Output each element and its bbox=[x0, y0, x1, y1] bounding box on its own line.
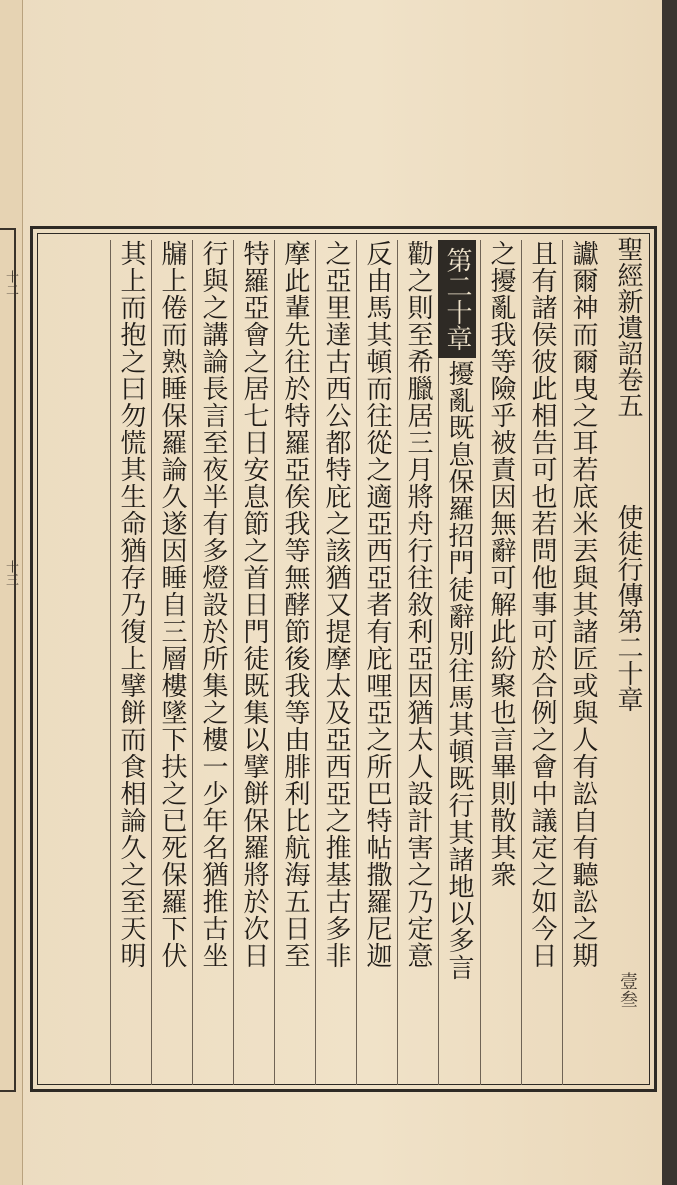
section-title: 使徒行傳第二十章 bbox=[613, 504, 643, 712]
text-column-9: 特羅亞會之居七日安息節之首日門徒既集以擘餅保羅將於次日 bbox=[233, 240, 274, 1085]
text-column-4: 擾亂既息保羅招門徒辭別往馬其頓既行其諸地以多言 bbox=[438, 240, 479, 1085]
text-column-1: 讞爾神而爾曳之耳若底米丟與其諸匠或與人有訟自有聽訟之期 bbox=[562, 240, 603, 1085]
text-column-6: 反由馬其頓而往從之適亞西亞者有庇哩亞之所巴特帖撒羅尼迦 bbox=[356, 240, 397, 1085]
text-column-5: 勸之則至希臘居三月將舟行往敘利亞因猶太人設計害之乃定意 bbox=[397, 240, 438, 1085]
text-column-7: 之亞里達古西公都特庇之該猶又提摩太及亞西亞之推基古多非 bbox=[315, 240, 356, 1085]
text-column-11: 牖上倦而熟睡保羅論久遂因睡自三層樓墜下扶之已死保羅下伏 bbox=[151, 240, 192, 1085]
header-spacer bbox=[613, 448, 643, 474]
text-column-3: 之擾亂我等險乎被責因無辭可解此紛聚也言畢則散其衆 bbox=[480, 240, 521, 1085]
previous-page-mark-2: 十三 bbox=[3, 560, 18, 586]
running-header bbox=[604, 236, 652, 1086]
chapter-heading: 第二十章 bbox=[438, 240, 476, 358]
previous-page-mark-1: 十二 bbox=[3, 270, 18, 296]
text-column-12: 其上而抱之曰勿慌其生命猶存乃復上擘餅而食相論久之至天明 bbox=[110, 240, 151, 1085]
page-number: 壹叁 bbox=[617, 972, 638, 1008]
text-column-10: 行與之講論長言至夜半有多燈設於所集之樓一少年名猶推古坐 bbox=[192, 240, 233, 1085]
previous-page-frame bbox=[0, 228, 16, 1092]
book-spine bbox=[662, 0, 677, 1185]
book-title: 聖經新遺詔卷五 bbox=[613, 236, 643, 418]
text-column-2: 且有諸侯彼此相告可也若問他事可於合例之會中議定之如今日 bbox=[521, 240, 562, 1085]
previous-page-edge bbox=[0, 0, 23, 1185]
text-column-8: 摩此輩先往於特羅亞俟我等無酵節後我等由腓利比航海五日至 bbox=[274, 240, 315, 1085]
